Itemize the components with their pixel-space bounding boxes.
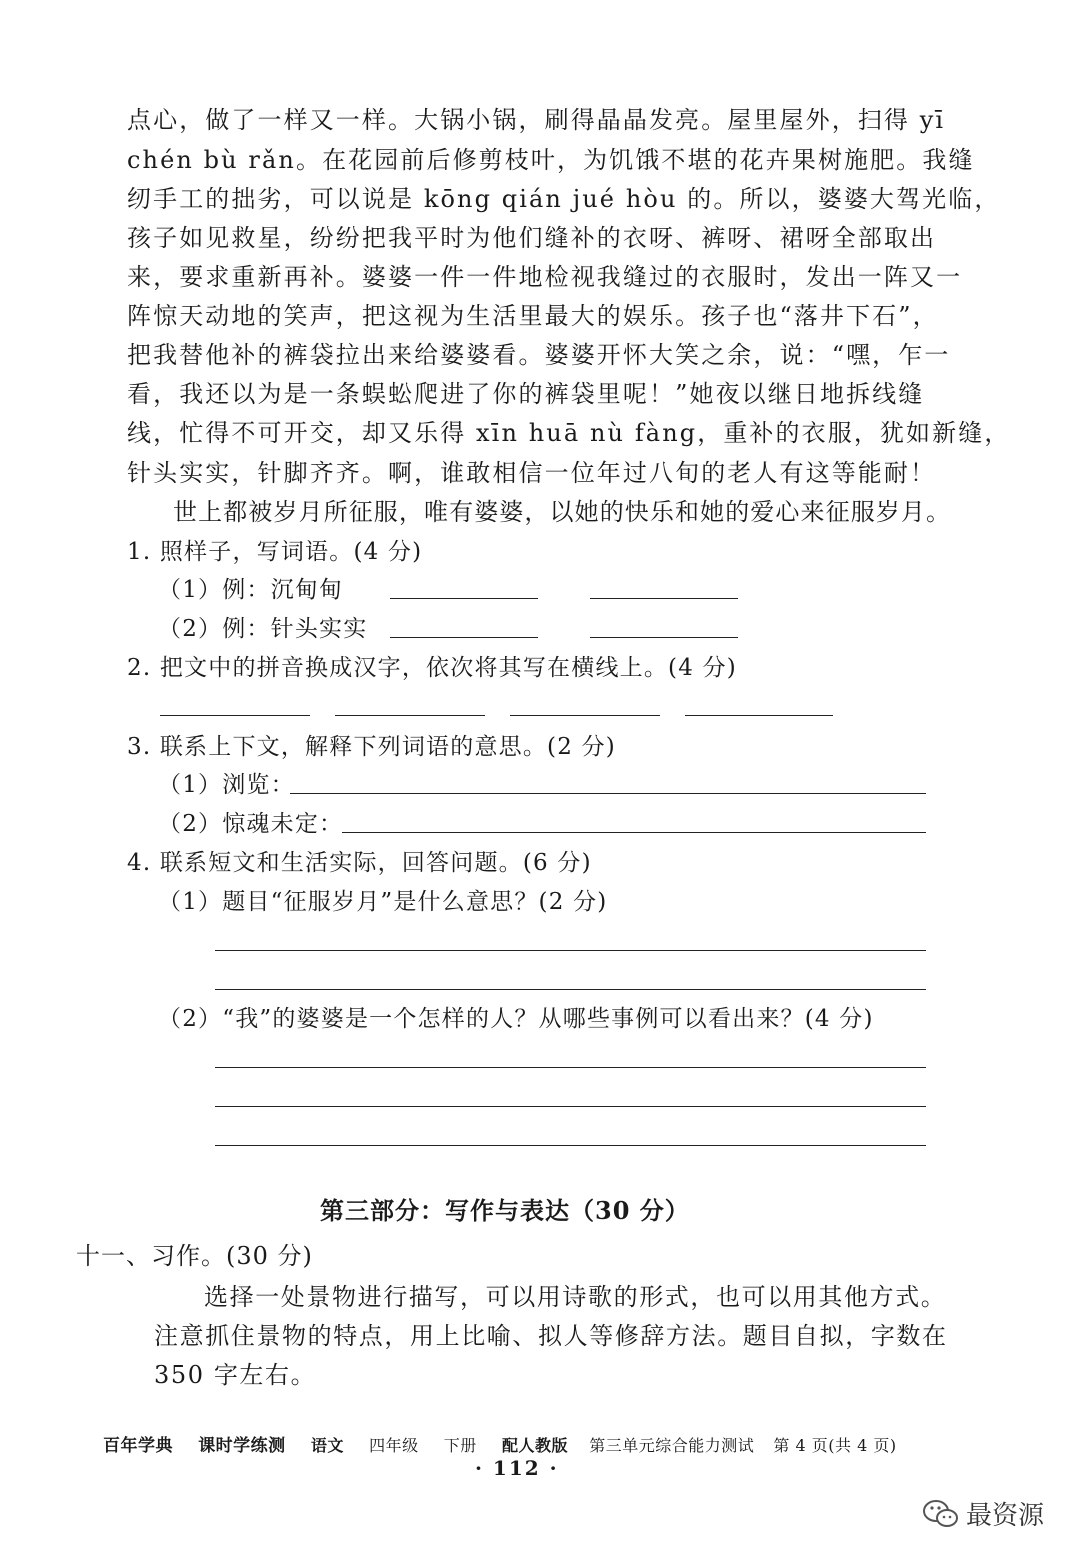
question-2-title: 2. 把文中的拼音换成汉字，依次将其写在横线上。(4 分): [127, 655, 737, 681]
writing-prompt-line-2: 注意抓住景物的特点，用上比喻、拟人等修辞方法。题目自拟，字数在: [154, 1322, 948, 1350]
answer-line-4-2b[interactable]: [215, 1106, 926, 1107]
answer-blank-2d[interactable]: [685, 715, 833, 716]
writing-prompt-line-1: 选择一处景物进行描写，可以用诗歌的形式，也可以用其他方式。: [204, 1283, 947, 1311]
writing-prompt-line-3: 350 字左右。: [154, 1361, 317, 1389]
watermark: [922, 1495, 1044, 1532]
answer-blank-1-1b[interactable]: [590, 598, 738, 599]
passage-line-7: 把我替他补的裤袋拉出来给婆婆看。婆婆开怀大笑之余，说：“嘿，乍一: [127, 341, 951, 369]
passage-line-1: 点心，做了一样又一样。大锅小锅，刷得晶晶发亮。屋里屋外，扫得 yī: [127, 106, 946, 134]
passage-line-3: 纫手工的拙劣，可以说是 kōng qián jué hòu 的。所以，婆婆大驾光临，: [127, 185, 1001, 213]
section-11-title-text: 十一、习作。(30 分): [76, 1242, 313, 1270]
answer-blank-2c[interactable]: [510, 715, 660, 716]
footer-bar: [103, 1431, 897, 1456]
answer-blank-3-1[interactable]: [290, 793, 926, 794]
page-number: · 112 ·: [475, 1456, 559, 1480]
footer-volume: 下册: [443, 1436, 477, 1455]
question-3-sub-2: （2）惊魂未定：: [158, 811, 344, 837]
footer-series: 课时学练测: [198, 1436, 286, 1456]
passage-line-2: chén bù rǎn。在花园前后修剪枝叶，为饥饿不堪的花卉果树施肥。我缝: [127, 146, 975, 174]
answer-blank-3-2[interactable]: [342, 832, 926, 833]
footer-subject: 语文: [310, 1436, 344, 1455]
answer-blank-2b[interactable]: [335, 715, 485, 716]
question-4-title: 4. 联系短文和生活实际，回答问题。(6 分): [127, 850, 592, 876]
answer-blank-2a[interactable]: [160, 715, 310, 716]
footer-grade: 四年级: [369, 1436, 419, 1455]
passage-line-8: 看，我还以为是一条蜈蚣爬进了你的裤袋里呢！”她夜以继日地拆线缝: [127, 380, 925, 408]
part-3-heading: 第三部分：写作与表达（30 分）: [320, 1196, 690, 1225]
answer-blank-1-2a[interactable]: [390, 637, 538, 638]
passage-line-4: 孩子如见救星，纷纷把我平时为他们缝补的衣呀、裤呀、裙呀全部取出: [127, 224, 937, 252]
watermark-text: 最资源: [966, 1501, 1045, 1531]
section-11-title: [76, 1236, 313, 1271]
answer-line-4-1b[interactable]: [215, 989, 926, 990]
answer-blank-1-1a[interactable]: [390, 598, 538, 599]
footer-brand: 百年学典: [103, 1436, 173, 1456]
passage-line-5: 来，要求重新再补。婆婆一件一件地检视我缝过的衣服时，发出一阵又一: [127, 263, 963, 291]
passage-line-10: 针头实实，针脚齐齐。啊，谁敢相信一位年过八旬的老人有这等能耐！: [127, 459, 937, 487]
answer-line-4-2a[interactable]: [215, 1067, 926, 1068]
question-3-title: 3. 联系上下文，解释下列词语的意思。(2 分): [127, 734, 616, 760]
footer-edition: 配人教版: [501, 1436, 568, 1455]
answer-blank-1-2b[interactable]: [590, 637, 738, 638]
footer-page-info: 第 4 页(共 4 页): [773, 1436, 897, 1455]
question-4-sub-1: （1）题目“征服岁月”是什么意思？(2 分): [158, 889, 608, 915]
answer-line-4-1a[interactable]: [215, 950, 926, 951]
footer-test-name: 第三单元综合能力测试: [589, 1436, 755, 1455]
question-1-sub-1: （1）例：沉甸甸: [158, 577, 344, 603]
answer-line-4-2c[interactable]: [215, 1145, 926, 1146]
question-3-sub-1: （1）浏览：: [158, 772, 295, 798]
passage-line-11: 世上都被岁月所征服，唯有婆婆，以她的快乐和她的爱心来征服岁月。: [173, 498, 952, 526]
passage-line-9: 线，忙得不可开交，却又乐得 xīn huā nù fàng，重补的衣服，犹如新缝，: [127, 419, 1011, 447]
question-1-sub-2: （2）例：针头实实: [158, 616, 368, 642]
wechat-icon: [922, 1498, 960, 1530]
question-4-sub-2: （2）“我”的婆婆是一个怎样的人？从哪些事例可以看出来？(4 分): [158, 1006, 874, 1032]
question-1-title: 1. 照样子，写词语。(4 分): [127, 539, 423, 565]
passage-line-6: 阵惊天动地的笑声，把这视为生活里最大的娱乐。孩子也“落井下石”，: [127, 302, 939, 330]
